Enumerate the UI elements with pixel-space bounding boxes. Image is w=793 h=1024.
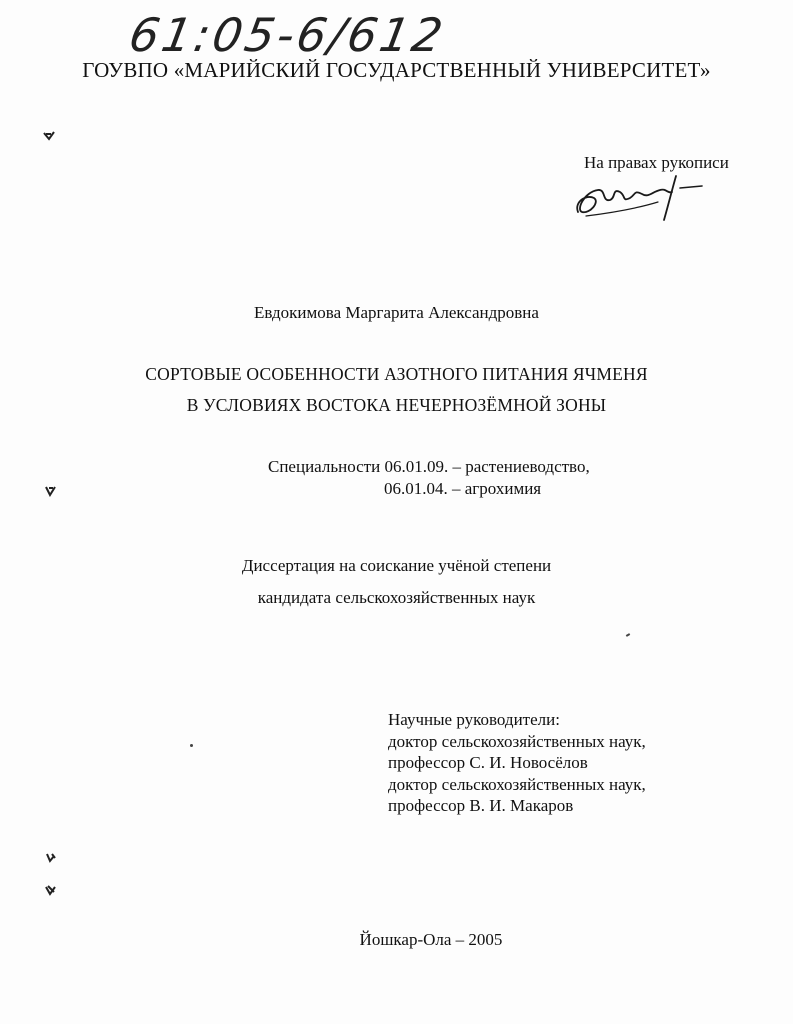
advisor-degree-2: доктор сельскохозяйственных наук, <box>388 774 646 794</box>
scan-mark-icon <box>44 884 58 896</box>
manuscript-rights: На правах рукописи <box>584 153 729 172</box>
advisor-name-2: профессор В. И. Макаров <box>388 796 574 815</box>
dissertation-title-line-2: В УСЛОВИЯХ ВОСТОКА НЕЧЕРНОЗЁМНОЙ ЗОНЫ <box>186 395 607 415</box>
scan-speck <box>626 633 630 637</box>
advisors-heading: Научные руководители: <box>388 710 560 729</box>
scan-mark-icon <box>44 485 58 497</box>
advisors-block <box>388 709 646 817</box>
advisor-degree-1: доктор сельскохозяйственных наук, <box>388 731 646 751</box>
specialty-line-2: 06.01.04. – агрохимия <box>384 479 542 498</box>
specialty-line-1: Специальности 06.01.09. – растениеводство, <box>268 457 590 476</box>
city-year: Йошкар-Ола – 2005 <box>359 930 503 949</box>
specialties-block <box>268 456 590 500</box>
degree-line-2: кандидата сельскохозяйственных наук <box>257 588 536 607</box>
author-name: Евдокимова Маргарита Александровна <box>254 303 539 322</box>
advisor-name-1: профессор С. И. Новосёлов <box>388 753 588 772</box>
dissertation-title-line-1: СОРТОВЫЕ ОСОБЕННОСТИ АЗОТНОГО ПИТАНИЯ ЯЧМЕНЯ <box>145 364 648 384</box>
scan-speck <box>190 744 193 747</box>
archive-number: 61:05-6/612 <box>125 8 450 62</box>
signature-icon <box>572 172 712 224</box>
university-name: ГОУВПО «МАРИЙСКИЙ ГОСУДАРСТВЕННЫЙ УНИВЕРСИТЕТ» <box>82 58 711 82</box>
scan-mark-icon <box>42 130 56 142</box>
scan-mark-icon <box>44 852 58 864</box>
degree-line-1: Диссертация на соискание учёной степени <box>241 556 552 575</box>
